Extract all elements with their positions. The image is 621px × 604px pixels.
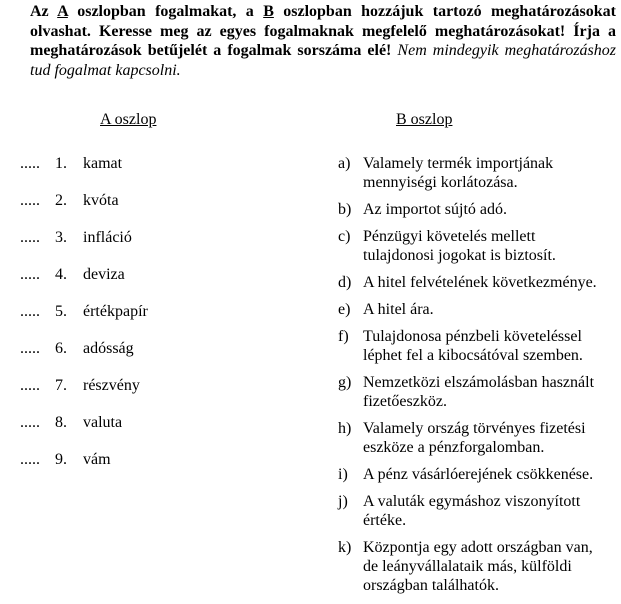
term-label: valuta — [83, 414, 123, 431]
definition-letter: d) — [338, 274, 352, 291]
definition-text: Pénzügyi követelés mellett tulajdonosi jogokat is biztosít. — [363, 228, 556, 264]
definition-row — [338, 538, 608, 595]
definition-row — [338, 200, 608, 219]
term-label: értékpapír — [83, 303, 148, 320]
term-row — [20, 191, 148, 210]
term-row — [20, 376, 148, 395]
instructions-line-1 — [30, 2, 616, 22]
term-number: 6. — [55, 340, 67, 357]
definition-letter: f) — [338, 328, 349, 345]
definition-row — [338, 465, 608, 484]
definition-row — [338, 419, 608, 457]
answer-blank: ..... — [20, 266, 40, 283]
definition-text: Valamely termék importjának mennyiségi korlátozása. — [363, 155, 554, 191]
definition-letter: h) — [338, 420, 352, 437]
definition-row — [338, 273, 608, 292]
answer-blank: ..... — [20, 414, 40, 431]
answer-blank: ..... — [20, 377, 40, 394]
definition-row — [338, 373, 608, 411]
definition-text: A valuták egymáshoz viszonyított értéke. — [363, 493, 581, 529]
term-number: 4. — [55, 266, 67, 283]
definition-text: Nemzetközi elszámolásban használt fizetőeszköz. — [363, 374, 595, 410]
definition-letter: e) — [338, 301, 351, 318]
term-number: 1. — [55, 155, 67, 172]
column-b-list — [338, 154, 608, 603]
definition-row — [338, 300, 608, 319]
term-label: kvóta — [83, 192, 119, 209]
definition-row — [338, 327, 608, 365]
instructions-text: oszlopban hozzájuk tartozó meghatározásokat — [273, 3, 617, 20]
definition-text: A hitel felvételének következménye. — [363, 274, 597, 291]
answer-blank: ..... — [20, 340, 40, 357]
instructions-line-2: olvashat. Keresse meg az egyes fogalmaknak megfelelő meghatározásokat! Írja a — [30, 22, 616, 40]
definition-letter: g) — [338, 374, 352, 391]
term-number: 8. — [55, 414, 67, 431]
instructions-note: Nem mindegyik meghatározáshoz — [397, 42, 616, 59]
term-label: vám — [83, 451, 111, 468]
answer-blank: ..... — [20, 451, 40, 468]
term-label: adósság — [83, 340, 134, 357]
answer-blank: ..... — [20, 303, 40, 320]
answer-blank: ..... — [20, 229, 40, 246]
definition-row — [338, 227, 608, 265]
term-number: 5. — [55, 303, 67, 320]
instructions-line-4: tud fogalmat kapcsolni. — [30, 61, 181, 79]
term-row — [20, 302, 148, 321]
term-label: részvény — [83, 377, 140, 394]
definition-letter: i) — [338, 466, 348, 483]
definition-letter: b) — [338, 201, 352, 218]
definition-text: A pénz vásárlóerejének csökkenése. — [363, 466, 594, 483]
definition-letter: a) — [338, 155, 351, 172]
term-row — [20, 339, 148, 358]
definition-letter: c) — [338, 228, 351, 245]
definition-text: Központja egy adott országban van, de leányvállalataik más, külföldi országban találhatók. — [363, 539, 593, 594]
definition-text: A hitel ára. — [363, 301, 434, 318]
instructions-text: Az — [30, 3, 58, 20]
term-row — [20, 228, 148, 247]
definition-row — [338, 154, 608, 192]
term-number: 9. — [55, 451, 67, 468]
instructions-paragraph — [30, 2, 616, 80]
answer-blank: ..... — [20, 155, 40, 172]
term-row — [20, 154, 148, 173]
column-b-reference: B — [263, 3, 274, 20]
term-label: infláció — [83, 229, 132, 246]
term-row — [20, 450, 148, 469]
definition-text: Tulajdonosa pénzbeli követeléssel léphet fel a kibocsátóval szemben. — [363, 328, 583, 364]
instructions-text: meghatározások betűjelét a fogalmak sorszáma elé! — [30, 42, 398, 59]
term-number: 2. — [55, 192, 67, 209]
term-label: kamat — [83, 155, 123, 172]
definition-letter: k) — [338, 539, 352, 556]
answer-blank: ..... — [20, 192, 40, 209]
definition-row — [338, 492, 608, 530]
instructions-line-3 — [30, 41, 616, 61]
term-row — [20, 265, 148, 284]
column-a-reference: A — [57, 3, 68, 20]
column-b-header: B oszlop — [396, 111, 453, 128]
definition-text: Az importot sújtó adó. — [363, 201, 507, 218]
column-a-list — [20, 154, 148, 487]
term-row — [20, 413, 148, 432]
definition-text: Valamely ország törvényes fizetési eszköze a pénzforgalomban. — [363, 420, 586, 456]
definition-letter: j) — [338, 493, 348, 510]
term-number: 7. — [55, 377, 67, 394]
term-label: deviza — [83, 266, 125, 283]
term-number: 3. — [55, 229, 67, 246]
column-a-header: A oszlop — [100, 111, 157, 128]
instructions-text: oszlopban fogalmakat, a — [67, 3, 264, 20]
